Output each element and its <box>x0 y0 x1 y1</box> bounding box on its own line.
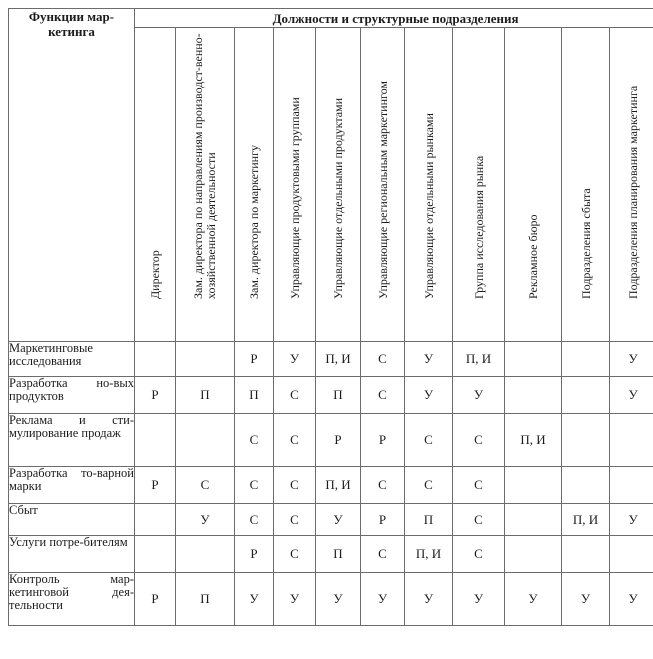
function-label: Разработка но-вых продуктов <box>9 377 135 414</box>
matrix-cell: С <box>453 536 505 573</box>
matrix-cell: П, И <box>453 342 505 377</box>
matrix-cell: С <box>235 504 274 536</box>
position-label: Управляющие отдельными продуктами <box>330 97 345 299</box>
matrix-cell: П <box>176 377 235 414</box>
position-header <box>562 28 610 342</box>
matrix-cell: Р <box>135 377 176 414</box>
matrix-cell: У <box>610 573 653 626</box>
matrix-cell <box>176 414 235 467</box>
function-label: Разработка то-варной марки <box>9 467 135 504</box>
position-label: Подразделения сбыта <box>578 188 592 299</box>
matrix-cell: С <box>274 377 316 414</box>
position-header <box>235 28 274 342</box>
matrix-body <box>9 342 653 626</box>
matrix-cell: У <box>316 573 361 626</box>
matrix-cell: П <box>316 377 361 414</box>
matrix-cell <box>135 504 176 536</box>
matrix-cell: У <box>562 573 610 626</box>
matrix-cell: Р <box>135 467 176 504</box>
matrix-cell: П, И <box>316 467 361 504</box>
table-row <box>9 573 653 626</box>
position-label: Группа исследования рынка <box>471 155 485 299</box>
matrix-cell: С <box>274 504 316 536</box>
responsibility-matrix <box>8 8 653 626</box>
matrix-cell <box>562 377 610 414</box>
matrix-cell <box>176 342 235 377</box>
matrix-cell <box>505 377 562 414</box>
matrix-cell: Р <box>235 342 274 377</box>
matrix-cell: У <box>274 573 316 626</box>
matrix-cell: С <box>405 467 453 504</box>
matrix-cell <box>610 536 653 573</box>
position-label: Управляющие продуктовыми группами <box>287 97 301 299</box>
position-header <box>453 28 505 342</box>
matrix-cell: С <box>453 504 505 536</box>
matrix-cell <box>562 536 610 573</box>
matrix-cell: У <box>610 342 653 377</box>
matrix-cell <box>610 467 653 504</box>
function-label: Маркетинговые исследования <box>9 342 135 377</box>
position-label: Зам. директора по маркетингу <box>246 145 261 299</box>
matrix-cell: С <box>274 536 316 573</box>
matrix-cell: Р <box>361 414 405 467</box>
matrix-cell <box>562 467 610 504</box>
table-row <box>9 342 653 377</box>
matrix-cell: С <box>361 467 405 504</box>
matrix-cell: С <box>176 467 235 504</box>
position-label: Рекламное бюро <box>525 214 540 299</box>
table-row <box>9 467 653 504</box>
position-header <box>316 28 361 342</box>
matrix-cell: У <box>610 504 653 536</box>
function-label: Сбыт <box>9 504 135 536</box>
matrix-cell: У <box>274 342 316 377</box>
matrix-cell: П <box>405 504 453 536</box>
matrix-cell: С <box>405 414 453 467</box>
position-header <box>135 28 176 342</box>
matrix-cell: П, И <box>405 536 453 573</box>
matrix-cell: С <box>361 342 405 377</box>
matrix-cell: С <box>453 467 505 504</box>
matrix-cell <box>505 504 562 536</box>
position-label: Управляющие отдельными рынками <box>421 113 435 299</box>
matrix-cell: У <box>453 573 505 626</box>
matrix-cell: У <box>176 504 235 536</box>
matrix-cell <box>562 414 610 467</box>
position-header <box>176 28 235 342</box>
matrix-cell: П, И <box>316 342 361 377</box>
matrix-cell: У <box>316 504 361 536</box>
matrix-cell: У <box>505 573 562 626</box>
matrix-cell: С <box>361 377 405 414</box>
matrix-cell <box>562 342 610 377</box>
matrix-cell <box>505 467 562 504</box>
matrix-cell: У <box>405 377 453 414</box>
position-label: Подразделения планирования маркетинга <box>625 85 640 299</box>
table-row <box>9 536 653 573</box>
matrix-cell: П <box>235 377 274 414</box>
position-header <box>610 28 653 342</box>
position-header <box>361 28 405 342</box>
functions-column-header: Функции мар-кетинга <box>9 9 135 342</box>
table-row <box>9 377 653 414</box>
function-label: Реклама и сти-мулирование продаж <box>9 414 135 467</box>
matrix-cell: С <box>274 467 316 504</box>
matrix-cell: С <box>235 414 274 467</box>
position-header <box>405 28 453 342</box>
matrix-cell: С <box>453 414 505 467</box>
position-label: Зам. директора по направлениям производст-венно-хозяйственной деятельности <box>191 33 218 299</box>
matrix-cell <box>505 342 562 377</box>
matrix-cell: С <box>235 467 274 504</box>
matrix-cell: С <box>274 414 316 467</box>
matrix-cell: С <box>361 536 405 573</box>
matrix-cell: П, И <box>505 414 562 467</box>
position-label: Управляющие региональным маркетингом <box>375 81 389 299</box>
matrix-cell: У <box>610 377 653 414</box>
position-header <box>274 28 316 342</box>
matrix-cell: Р <box>361 504 405 536</box>
matrix-cell: П, И <box>562 504 610 536</box>
matrix-cell: У <box>361 573 405 626</box>
table-row <box>9 504 653 536</box>
matrix-cell <box>135 536 176 573</box>
matrix-cell <box>610 414 653 467</box>
positions-group-header: Должности и структурные подразделения <box>135 9 653 28</box>
position-label: Директор <box>147 250 162 299</box>
function-label: Услуги потре-бителям <box>9 536 135 573</box>
matrix-cell <box>505 536 562 573</box>
matrix-cell: У <box>453 377 505 414</box>
matrix-cell: П <box>316 536 361 573</box>
matrix-cell <box>135 414 176 467</box>
matrix-cell: У <box>405 342 453 377</box>
matrix-cell: Р <box>235 536 274 573</box>
matrix-cell <box>176 536 235 573</box>
position-header <box>505 28 562 342</box>
table-row <box>9 414 653 467</box>
matrix-cell: У <box>235 573 274 626</box>
matrix-cell <box>135 342 176 377</box>
matrix-cell: У <box>405 573 453 626</box>
matrix-cell: Р <box>316 414 361 467</box>
matrix-cell: П <box>176 573 235 626</box>
function-label: Контроль мар-кетинговой дея-тельности <box>9 573 135 626</box>
matrix-cell: Р <box>135 573 176 626</box>
